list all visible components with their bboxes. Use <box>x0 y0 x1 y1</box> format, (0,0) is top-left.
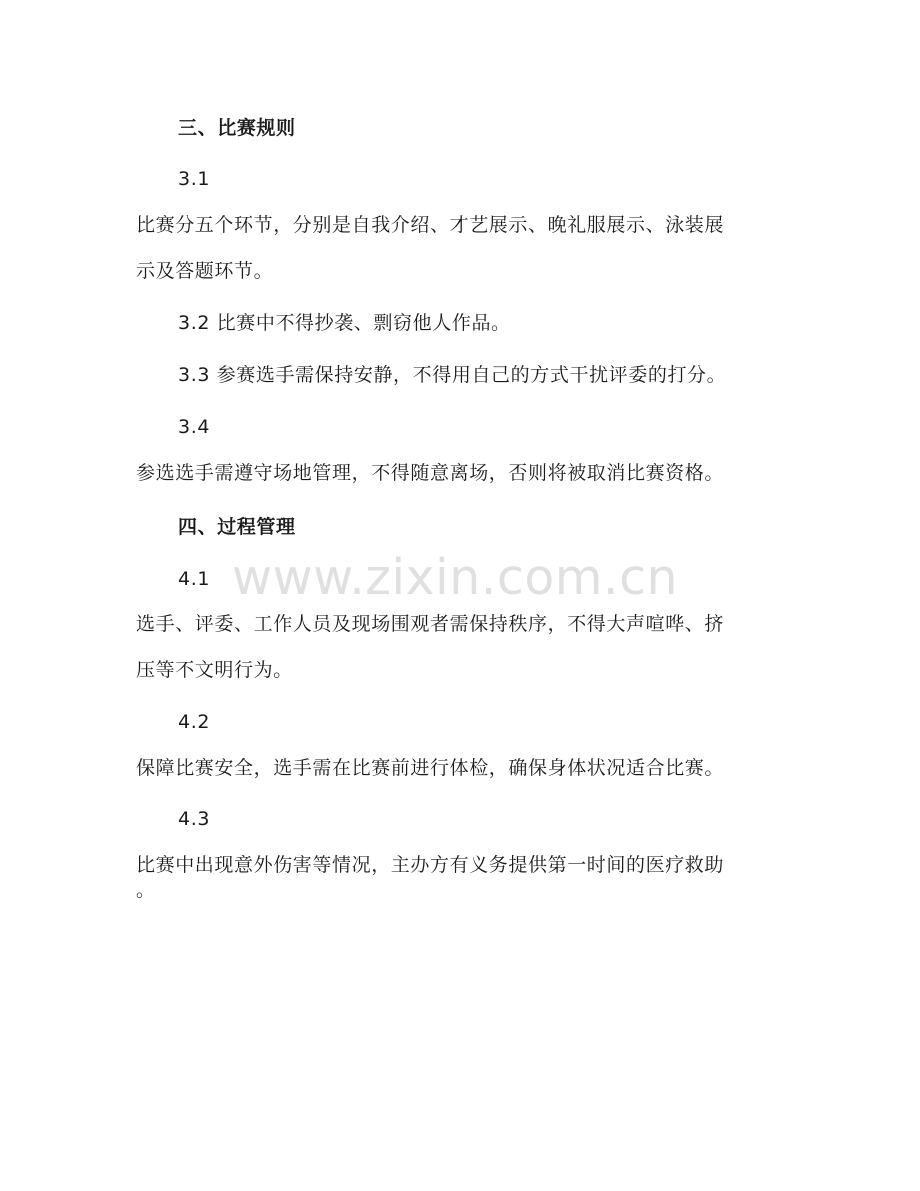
item-text-4-2-line-1: 保障比赛安全，选手需在比赛前进行体检，确保身体状况适合比赛。 <box>136 757 725 779</box>
item-number-4-3: 4.3 <box>178 808 211 830</box>
watermark: www.zixin.com.cn <box>232 549 679 606</box>
item-text-4-3-line-1: 比赛中出现意外伤害等情况，主办方有义务提供第一时间的医疗救助 <box>136 854 725 876</box>
section-heading-rules: 三、比赛规则 <box>178 117 296 139</box>
item-text-4-3-line-2: 。 <box>136 879 156 901</box>
item-text-3-1-line-2: 示及答题环节。 <box>136 260 274 282</box>
item-text-4-1-line-1: 选手、评委、工作人员及现场围观者需保持秩序，不得大声喧哗、挤 <box>136 613 725 635</box>
item-text-4-1-line-2: 压等不文明行为。 <box>136 659 293 681</box>
item-text-3-1-line-1: 比赛分五个环节，分别是自我介绍、才艺展示、晚礼服展示、泳装展 <box>136 214 725 236</box>
item-number-4-2: 4.2 <box>178 711 211 733</box>
item-number-4-1: 4.1 <box>178 568 211 590</box>
item-text-3-2: 3.2 比赛中不得抄袭、剽窃他人作品。 <box>178 312 511 334</box>
item-number-3-4: 3.4 <box>178 416 211 438</box>
item-number-3-1: 3.1 <box>178 168 211 190</box>
item-text-3-4-line-1: 参选选手需遵守场地管理，不得随意离场，否则将被取消比赛资格。 <box>136 462 725 484</box>
item-text-3-3: 3.3 参赛选手需保持安静，不得用自己的方式干扰评委的打分。 <box>178 364 727 386</box>
section-heading-process: 四、过程管理 <box>178 516 296 538</box>
